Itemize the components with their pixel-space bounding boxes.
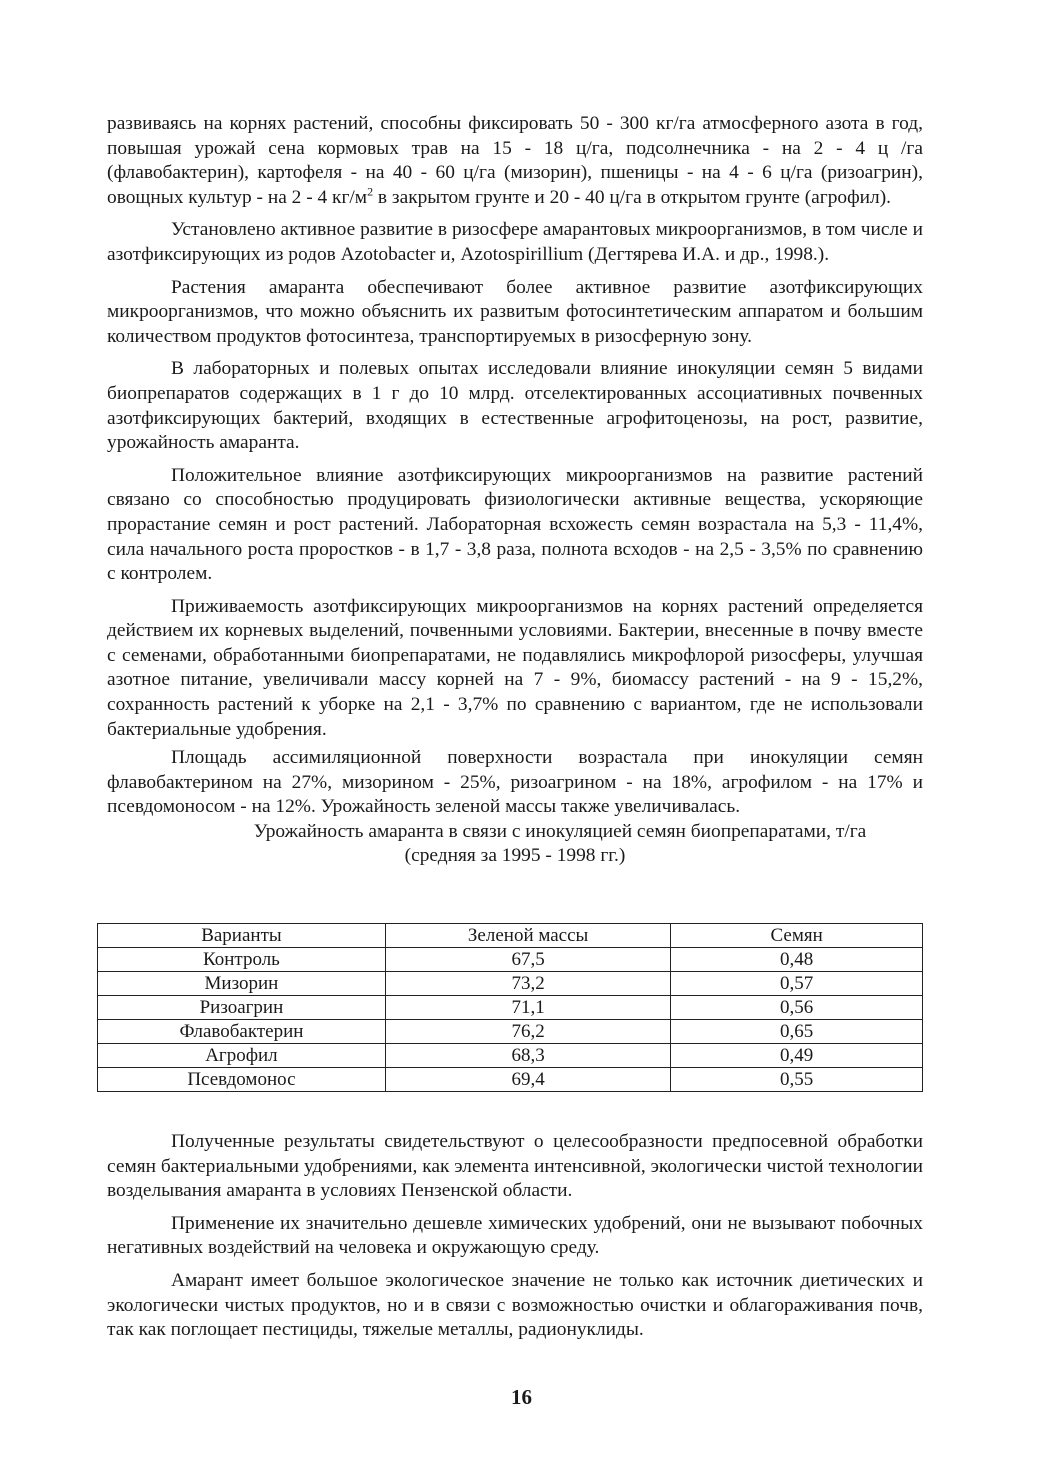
cell-seeds: 0,55 <box>671 1068 923 1092</box>
table-header-row <box>98 924 923 948</box>
table-row <box>98 1068 923 1092</box>
cell-variant: Агрофил <box>98 1044 386 1068</box>
cell-variant: Ризоагрин <box>98 996 386 1020</box>
cell-green-mass: 71,1 <box>385 996 670 1020</box>
paragraph-9: Применение их значительно дешевле химических удобрений, они не вызывают побочных негативных воздействий на человека и окружающую среду. <box>107 1212 923 1259</box>
paragraph-7: Площадь ассимиляционной поверхности возрастала при инокуляции семян флавобактерином на 27%, мизорином - 25%, ризоагрином - на 18%, агрофилом - на 17% и псевдомоносом - на 12%. Урожайность зеленой массы также увеличивалась. <box>107 747 923 818</box>
table-row <box>98 972 923 996</box>
yield-table <box>97 923 923 1092</box>
paragraph-5: Положительное влияние азотфиксирующих микроорганизмов на развитие растений связано со способностью продуцировать физиологически активные вещества, ускоряющие прорастание семян и рост растений. Лабораторная всхожесть семян возрастала на 5,3 - 11,4%, сила начального роста проростков - в 1,7 - 3,8 раза, полнота всходов - на 2,5 - 3,5% по сравнению с контролем. <box>107 464 923 585</box>
paragraph-1: развиваясь на корнях растений, способны фиксировать 50 - 300 кг/га атмосферного азота в год, повышая урожай сена кормовых трав на 15 - 18 ц/га, подсолнечника - на 2 - 4 ц /га (флавобактерин), картофеля - на 40 - 60 ц/га (мизорин), пшеницы - на 4 - 6 ц/га (ризоагрин), овощных культур - на 2 - 4 $кг/м^2$ в закрытом грунте и 20 - 40 ц/га в открытом грунте (агрофил). <box>107 113 923 208</box>
cell-green-mass: 67,5 <box>385 948 670 972</box>
paragraph-3: Растения амаранта обеспечивают более активное развитие азотфиксирующих микроорганизмов, что можно объяснить их развитым фотосинтетическим аппаратом и большим количеством продуктов фотосинтеза, транспортируемых в ризосферную зону. <box>107 276 923 347</box>
paragraph-10: Амарант имеет большое экологическое значение не только как источник диетических и экологически чистых продуктов, но и в связи с возможностью очистки и облагораживания почв, так как поглощает пестициды, тяжелые металлы, радионуклиды. <box>107 1269 923 1341</box>
header-seeds: Семян <box>671 924 923 948</box>
cell-green-mass: 69,4 <box>385 1068 670 1092</box>
cell-green-mass: 76,2 <box>385 1020 670 1044</box>
cell-green-mass: 68,3 <box>385 1044 670 1068</box>
cell-variant: Мизорин <box>98 972 386 996</box>
table-subtitle: (средняя за 1995 - 1998 гг.) <box>404 845 626 867</box>
table-row <box>98 1044 923 1068</box>
page-body-lower <box>107 1130 923 1351</box>
header-variants: Варианты <box>98 924 386 948</box>
cell-seeds: 0,57 <box>671 972 923 996</box>
paragraph-8: Полученные результаты свидетельствуют о целесообразности предпосевной обработки семян бактериальными удобрениями, как элемента интенсивной, экологически чистой технологии возделывания амаранта в условиях Пензенской области. <box>107 1131 923 1202</box>
table-row <box>98 996 923 1020</box>
cell-seeds: 0,56 <box>671 996 923 1020</box>
paragraph-6: Приживаемость азотфиксирующих микроорганизмов на корнях растений определяется действием их корневых выделений, почвенными условиями. Бактерии, внесенные в почву вместе с семенами, обработанными биопрепаратами, не подавлялись микрофлорой ризосферы, улучшая азотное питание, увеличивали массу корней на 7 - 9%, биомассу растений - на 9 - 15,2%, сохранность растений к уборке на 2,1 - 3,7% по сравнению с вариантом, где не использовали бактериальные удобрения. <box>107 595 923 740</box>
table-title: Урожайность амаранта в связи с инокуляцией семян биопрепаратами, т/га <box>253 821 867 843</box>
cell-seeds: 0,49 <box>671 1044 923 1068</box>
page-number: 16 <box>511 1385 532 1409</box>
table-row <box>98 948 923 972</box>
paragraph-2: Установлено активное развитие в ризосфере амарантовых микроорганизмов, в том числе и азотфиксирующих из родов Azotobacter и, Azotospirillium (Дегтярева И.А. и др., 1998.). <box>107 219 923 265</box>
cell-variant: Контроль <box>98 948 386 972</box>
cell-seeds: 0,65 <box>671 1020 923 1044</box>
header-green-mass: Зеленой массы <box>385 924 670 948</box>
table-row <box>98 1020 923 1044</box>
cell-green-mass: 73,2 <box>385 972 670 996</box>
page-body <box>107 112 923 868</box>
paragraph-4: В лабораторных и полевых опытах исследовали влияние инокуляции семян 5 видами биопрепаратов содержащих в 1 г до 10 млрд. отселектированных ассоциативных почвенных азотфиксирующих бактерий, входящих в естественные агрофитоценозы, на рост, развитие, урожайность амаранта. <box>107 358 923 454</box>
cell-variant: Псевдомонос <box>98 1068 386 1092</box>
cell-seeds: 0,48 <box>671 948 923 972</box>
cell-variant: Флавобактерин <box>98 1020 386 1044</box>
